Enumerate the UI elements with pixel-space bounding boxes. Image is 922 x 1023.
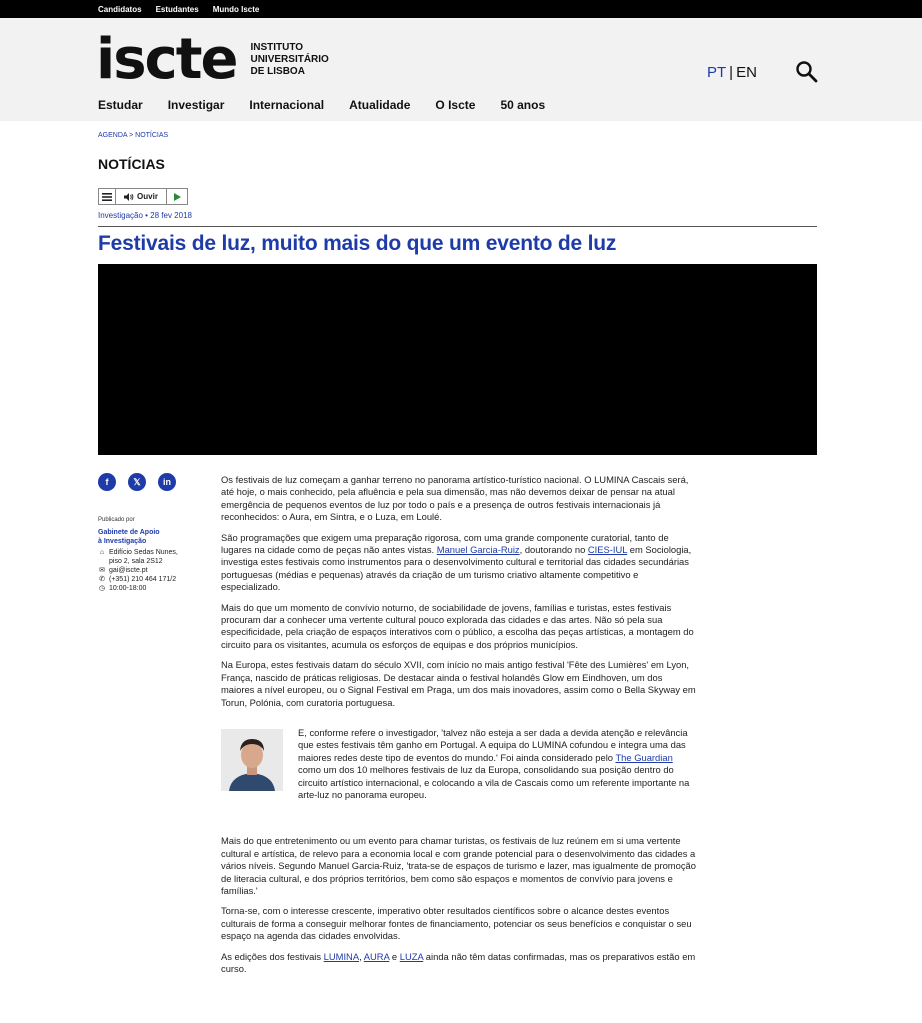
paragraph: Os festivais de luz começam a ganhar terreno no panorama artístico-turístico nacional. O LUMINA Cascais será, até hoje, o mais conhecido, pela afluência e pela sua dimensão, mas não devemos deixar de pensar na atual emergência de pequenos eventos de luz por todo o país e a presença de outros festivais internacionais já reconhecidos: o Aura, em Sintra, e o Luza, em Loulé. xyxy=(221,474,689,523)
player-menu-button[interactable] xyxy=(99,189,116,204)
text-run: , xyxy=(359,950,364,962)
readspeaker-player xyxy=(98,188,188,205)
phone-text: (+351) 210 464 171/2 xyxy=(109,576,177,583)
paragraph: Torna-se, com o interesse crescente, imperativo obter resultados científicos sobre o alcance destes eventos culturais de forma a conseguir melhorar fontes de financiamento, potenciar os seus benefícios e conquistar o seu espaço na agenda das cidades envolvidas. xyxy=(221,905,692,942)
topbar-link-candidatos[interactable]: Candidatos xyxy=(98,4,142,14)
published-label: Publicado por xyxy=(98,517,135,523)
phone-row xyxy=(98,575,208,584)
text-run: em Sociologia, investiga estes festivais como instrumentos para o desenvolvimento cultural e territorial das cidades secundárias portuguesas (médias e pequenas) através da criação de um turismo criativo altamente competitivo e especializado. xyxy=(221,544,692,593)
logo-subtitle xyxy=(250,42,328,78)
section-title: NOTÍCIAS xyxy=(98,156,165,172)
publisher-org-line: à Investigação xyxy=(98,538,147,545)
paragraph xyxy=(221,951,696,976)
text-run: As edições dos festivais xyxy=(221,950,324,962)
nav-o-iscte[interactable]: O Iscte xyxy=(435,98,476,112)
text-run: São programações que exigem uma preparação rigorosa, com uma grande componente curatorial, tanto de lugares na cidade como de peças não antes vistas. xyxy=(221,531,669,556)
link-the-guardian[interactable]: The Guardian xyxy=(615,751,673,763)
site-header xyxy=(0,18,922,121)
text-run: E, conforme refere o investigador, 'talvez não esteja a ser dada a devida atenção e relevância que estes festivais têm ganho em Portugal. A equipa do LUMINA cofundou e integra uma das maiores redes deste tipo de eventos do mundo.' Foi ainda considerado pelo xyxy=(298,726,688,763)
logo-sub-line: UNIVERSITÁRIO xyxy=(250,54,329,65)
paragraph: Mais do que entretenimento ou um evento para chamar turistas, os festivais de luz reúnem em si uma vertente cultural e artística, de relevo para a economia local e com grande potencial para o desenvolvimento das cidades a vários níveis. Segundo Manuel Garcia-Ruiz, 'trata-se de espaços de turismo e lazer, mas igualmente de promoção de literacia cultural, e dos próprios territórios, bem como são espaços e momentos de convívio para jovens e famílias.' xyxy=(221,835,696,896)
share-buttons xyxy=(98,473,176,491)
divider xyxy=(98,226,817,227)
nav-estudar[interactable]: Estudar xyxy=(98,98,143,112)
envelope-icon: ✉ xyxy=(99,567,105,574)
listen-label: Ouvir xyxy=(137,192,158,201)
address-line: Edifício Sedas Nunes, xyxy=(109,549,178,556)
clock-icon: ◷ xyxy=(98,585,106,592)
logo-sub-line: INSTITUTO xyxy=(250,42,304,53)
phone-icon: ✆ xyxy=(99,576,105,583)
text-run: , doutorando no xyxy=(519,544,588,556)
text-run: ainda não têm datas confirmadas, mas os preparativos estão em curso. xyxy=(221,950,696,974)
topbar-link-mundo-iscte[interactable]: Mundo Iscte xyxy=(212,4,260,14)
email-link[interactable]: gai@iscte.pt xyxy=(109,567,148,574)
quote-block xyxy=(221,727,696,809)
link-cies-iul[interactable]: CIES-IUL xyxy=(587,544,628,556)
published-by-box xyxy=(98,516,208,593)
publisher-org-line: Gabinete de Apoio xyxy=(98,529,160,536)
breadcrumb[interactable]: AGENDA > NOTÍCIAS xyxy=(98,132,169,139)
building-icon: ⌂ xyxy=(99,549,105,556)
article-headline: Festivais de luz, muito mais do que um evento de luz xyxy=(98,232,617,255)
logo-wordmark: iscte xyxy=(96,27,237,92)
lang-pt-link[interactable]: PT xyxy=(707,64,727,81)
link-lumina[interactable]: LUMINA xyxy=(323,950,360,962)
paragraph xyxy=(221,727,696,801)
researcher-portrait xyxy=(221,729,283,791)
language-switcher xyxy=(707,64,757,81)
facebook-icon[interactable]: f xyxy=(98,473,116,491)
main-nav xyxy=(98,98,545,112)
article-body xyxy=(221,474,696,983)
paragraph xyxy=(221,532,696,594)
iscte-logo[interactable] xyxy=(96,27,329,92)
top-bar xyxy=(0,0,922,18)
nav-internacional[interactable]: Internacional xyxy=(249,98,325,112)
video-player[interactable] xyxy=(98,264,817,455)
lang-separator: | xyxy=(729,64,734,81)
hours-text: 10:00-18:00 xyxy=(109,585,147,592)
email-row xyxy=(98,566,208,575)
nav-investigar[interactable]: Investigar xyxy=(167,98,225,112)
nav-50-anos[interactable]: 50 anos xyxy=(500,98,546,112)
speaker-icon xyxy=(124,193,134,201)
nav-atualidade[interactable]: Atualidade xyxy=(349,98,411,112)
paragraph: Mais do que um momento de convívio noturno, de sociabilidade de jovens, famílias e turistas, estes festivais procuram dar a conhecer uma vertente cultural pouco explorada das cidades e das artes. Não só pela sua especificidade, pela criação de espaços interativos com o público, a escolha das peças artísticas, a montagem do circuito para os visitantes, acumula os esforços de equipas e dos próprios municípios. xyxy=(221,601,694,650)
text-run: e xyxy=(389,950,400,962)
search-icon[interactable] xyxy=(795,60,819,84)
link-luza[interactable]: LUZA xyxy=(399,950,424,962)
listen-button[interactable] xyxy=(116,189,167,204)
play-button[interactable] xyxy=(167,189,187,204)
article-meta: Investigação • 28 fev 2018 xyxy=(98,211,192,220)
text-run: como um dos 10 melhores festivais de luz da Europa, consolidando sua posição dentro do circuito artístico internacional, e colocando a vila de Cascais como um referente importante na arte-luz no panorama europeu. xyxy=(298,764,690,800)
publisher-org[interactable] xyxy=(98,528,208,546)
address-row xyxy=(98,548,208,566)
hours-row xyxy=(98,584,208,593)
linkedin-icon[interactable]: in xyxy=(158,473,176,491)
play-icon xyxy=(174,193,181,201)
link-aura[interactable]: AURA xyxy=(363,950,390,962)
menu-icon xyxy=(102,193,112,201)
paragraph: Na Europa, estes festivais datam do século XVII, com início no mais antigo festival 'Fête des Lumières' em Lyon, França, nascido de práticas religiosas. De destacar ainda o festival holandês Glow em Eindhoven, um dos maiores a nível europeu, ou o Signal Festival em Praga, um dos mais inovadores, assim como o Bella Skyway em Torun, Polónia, com curatoria portuguesa. xyxy=(221,659,696,708)
address-line: piso 2, sala 2S12 xyxy=(109,558,163,565)
topbar-link-estudantes[interactable]: Estudantes xyxy=(155,4,199,14)
x-twitter-icon[interactable]: 𝕏 xyxy=(128,473,146,491)
logo-sub-line: DE LISBOA xyxy=(250,66,305,77)
lang-en-link[interactable]: EN xyxy=(736,64,757,81)
link-manuel-garcia-ruiz[interactable]: Manuel Garcia-Ruiz xyxy=(436,544,520,556)
